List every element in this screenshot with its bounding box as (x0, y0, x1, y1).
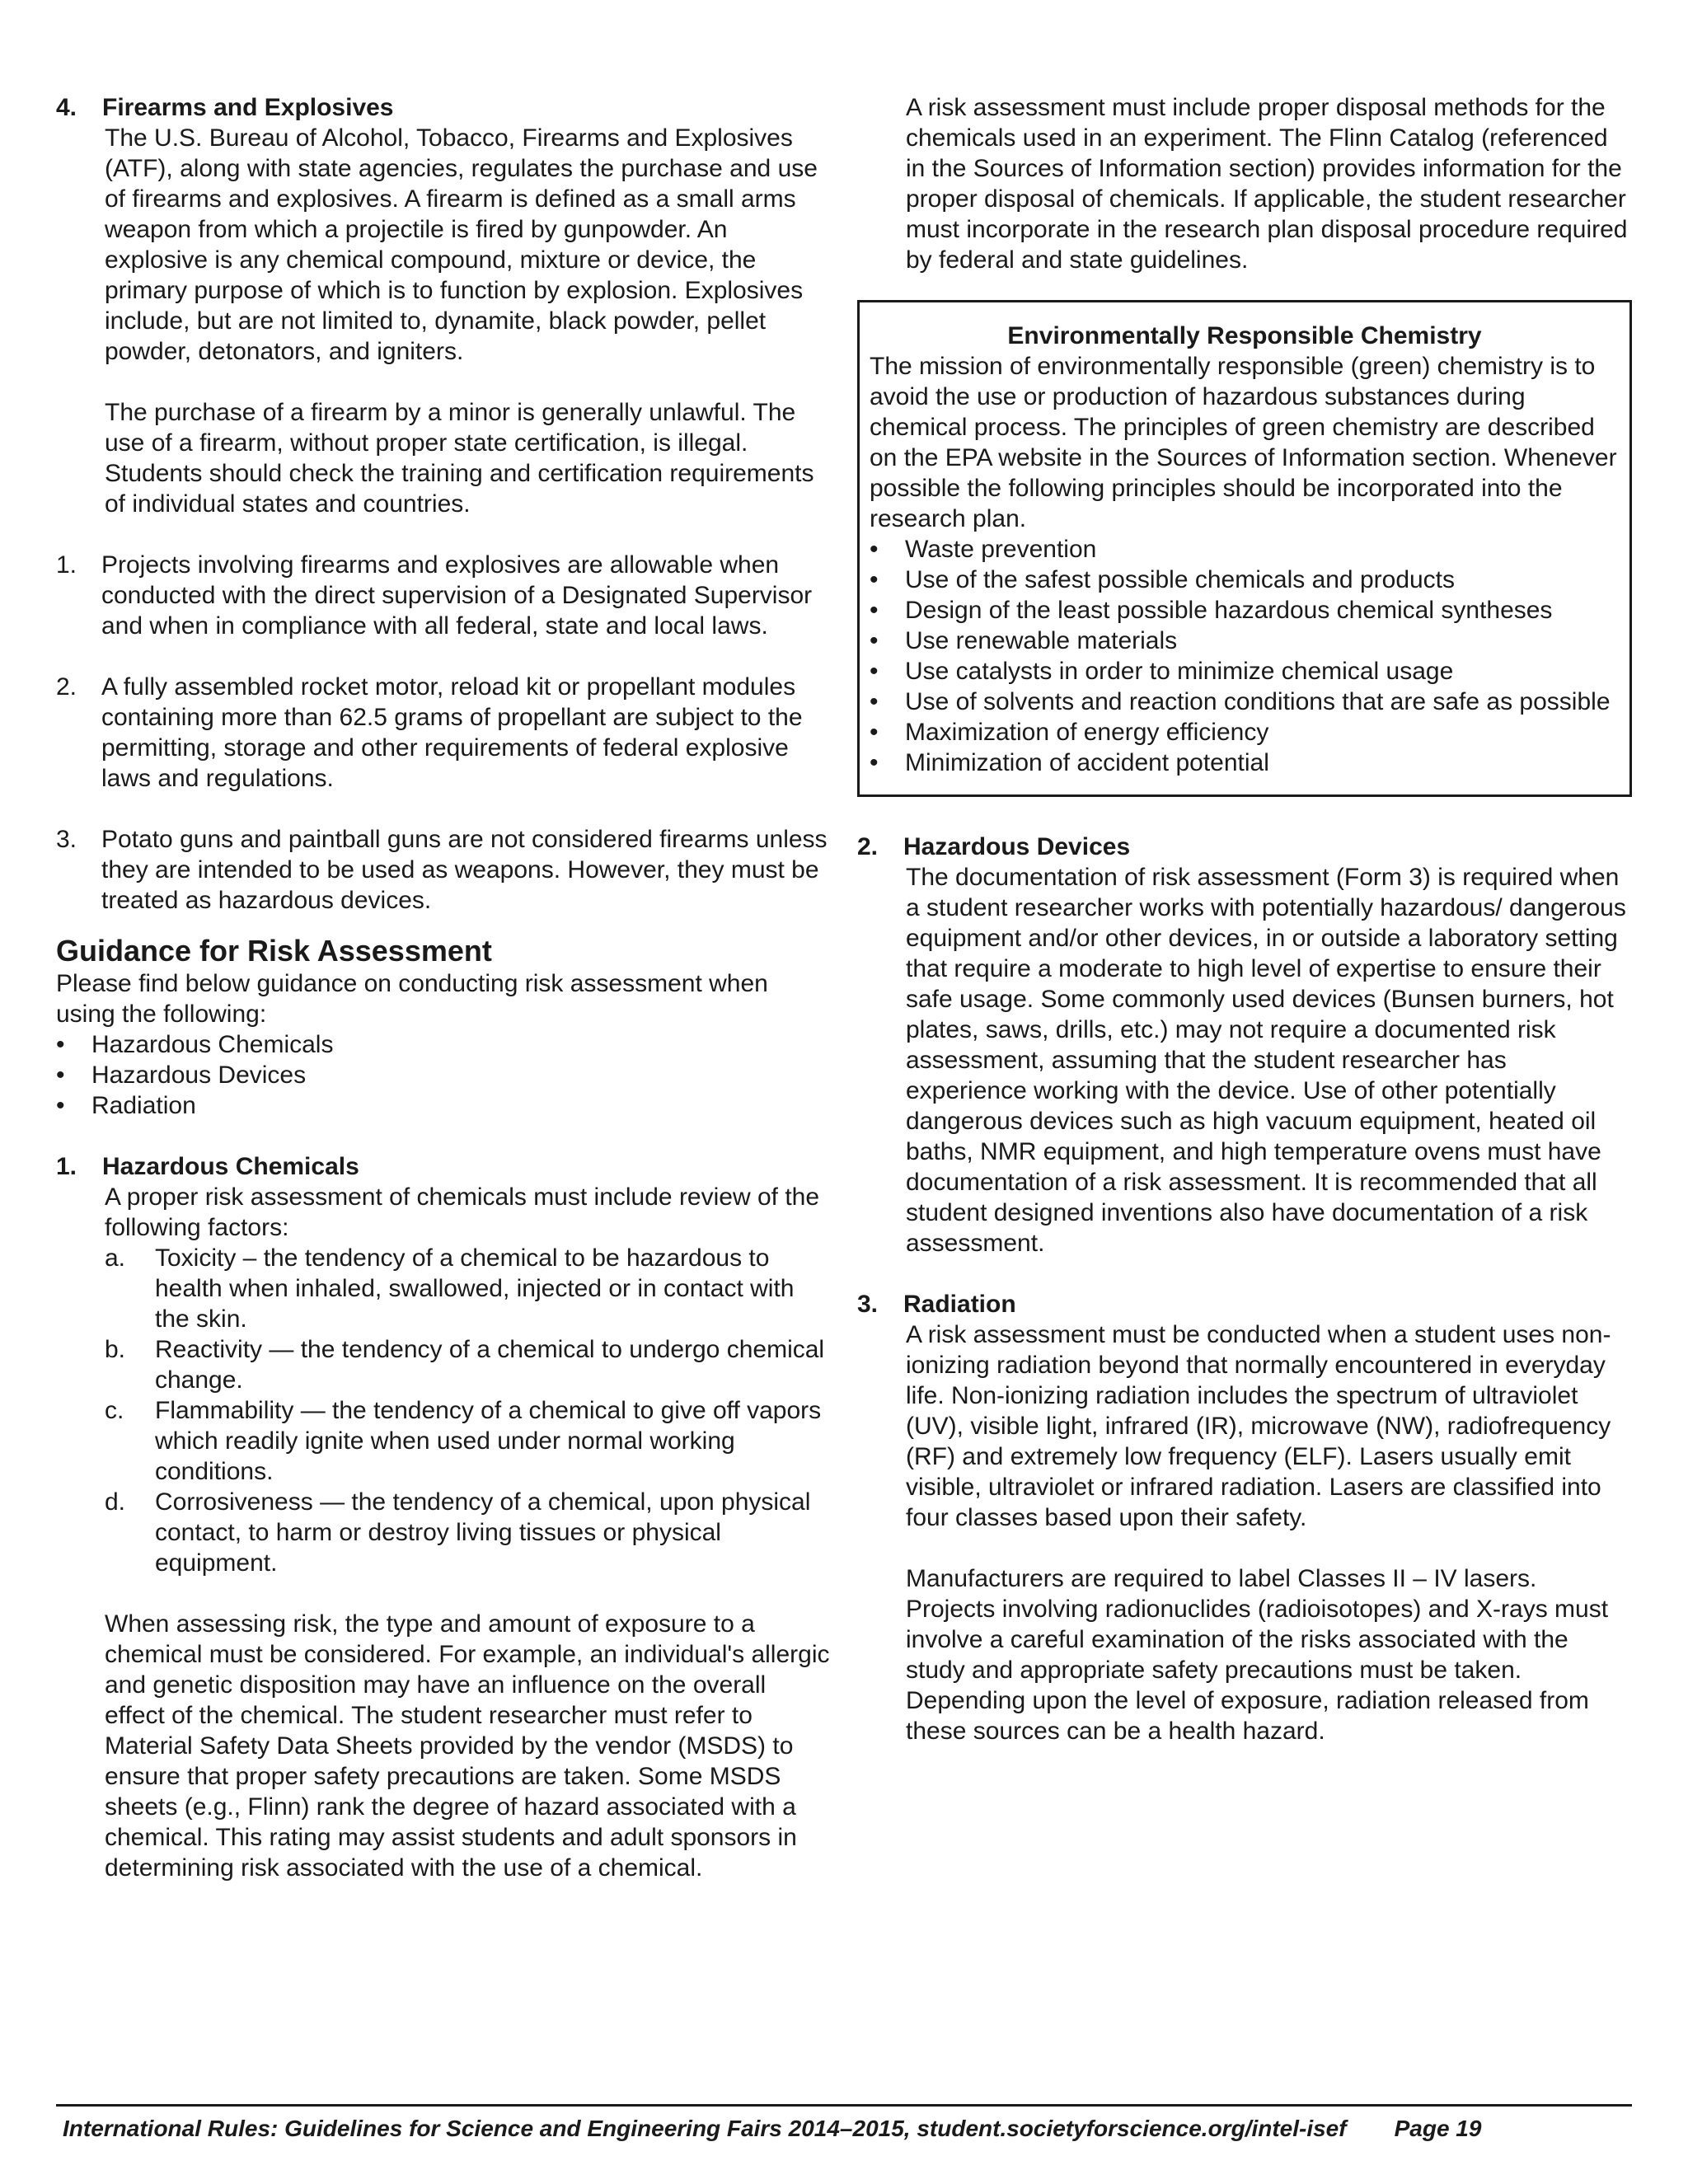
section-heading (857, 832, 1632, 862)
paragraph: A risk assessment must be conducted when a student uses non-ionizing radiation beyond that normally encountered in everyday life. Non-ionizing radiation includes the spectrum of ultraviolet (UV), visible light, infrared (IR), microwave (NW), radiofrequency (RF) and extremely low frequency (ELF). Lasers usually emit visible, ultraviolet or infrared radiation. Lasers are classified into four classes based upon their safety. (906, 1321, 1611, 1531)
paragraph: Manufacturers are required to label Classes II – IV lasers. Projects involving radionuclides (radioisotopes) and X-rays must involve a careful examination of the risks associated with the study and appropriate safety precautions must be taken. Depending upon the level of exposure, radiation released from these sources can be a health hazard. (906, 1565, 1609, 1745)
list-item: • Maximization of energy efficiency (870, 719, 1269, 746)
list-item: • Waste prevention (870, 536, 1097, 563)
paragraph: The U.S. Bureau of Alcohol, Tobacco, Firearms and Explosives (ATF), along with state agencies, regulates the purchase and use of firearms and explosives. A firearm is defined as a small arms weapon from which a projectile is fired by gunpowder. An explosive is any chemical compound, mixture or device, the primary purpose of which is to function by explosion. Explosives include, but are not limited to, dynamite, black powder, pellet powder, detonators, and igniters. (105, 124, 818, 365)
box-title: Environmentally Responsible Chemistry (1007, 322, 1482, 349)
guidance-intro: Please find below guidance on conducting risk assessment when using the following: (56, 970, 768, 1028)
factor-item: d. Corrosiveness — the tendency of a chemical, upon physical contact, to harm or destroy living tissues or physical equipment. (105, 1488, 811, 1577)
rule-number: 2. (56, 673, 77, 701)
guidance-heading: Guidance for Risk Assessment (56, 934, 492, 968)
list-item: • Minimization of accident potential (870, 749, 1269, 776)
section-title: Hazardous Chemicals (102, 1153, 359, 1180)
list-item: • Use catalysts in order to minimize chemical usage (870, 658, 1454, 685)
factor-item: c. Flammability — the tendency of a chemical to give off vapors which readily ignite when used under normal working conditions. (105, 1397, 822, 1485)
disposal-paragraph: A risk assessment must include proper disposal methods for the chemicals used in an experiment. The Flinn Catalog (referenced in the Sources of Information section) provides information for the proper disposal of chemicals. If applicable, the student researcher must incorporate in the research plan disposal procedure required by federal and state guidelines. (906, 94, 1628, 274)
list-item: • Design of the least possible hazardous chemical syntheses (870, 597, 1553, 624)
section-hazardous-devices (857, 832, 1632, 1258)
section-title: Firearms and Explosives (102, 94, 394, 121)
section-number: 4. (56, 94, 77, 121)
rule-text: Potato guns and paintball guns are not considered firearms unless they are intended to be used as weapons. However, they must be treated as hazardous devices. (101, 826, 828, 914)
page-number: Page 19 (1394, 2116, 1482, 2141)
paragraph: The documentation of risk assessment (Form 3) is required when a student researcher works with potentially hazardous/ dangerous equipment and/or other devices, in or outside a laboratory setting that require a moderate to high level of expertise to ensure their safe usage. Some commonly used devices (Bunsen burners, hot plates, saws, drills, etc.) may not require a documented risk assessment, assuming that the student researcher has experience working with the device. Use of other potentially dangerous devices such as high vacuum equipment, heated oil baths, NMR equipment, and high temperature ovens must have documentation of a risk assessment. It is recommended that all student designed inventions also have documentation of a risk assessment. (906, 864, 1626, 1257)
list-item: • Radiation (56, 1092, 196, 1119)
paragraph: When assessing risk, the type and amount of exposure to a chemical must be considered. For example, an individual's allergic and genetic disposition may have an influence on the overall effect of the chemical. The student researcher must refer to Material Safety Data Sheets provided by the vendor (MSDS) to ensure that proper safety precautions are taken. Some MSDS sheets (e.g., Flinn) rank the degree of hazard associated with a chemical. This rating may assist students and adult sponsors in determining risk associated with the use of a chemical. (105, 1610, 830, 1882)
paragraph: A proper risk assessment of chemicals must include review of the following factors: (105, 1183, 820, 1241)
left-column (56, 92, 831, 1883)
box-intro: The mission of environmentally responsible (green) chemistry is to avoid the use or production of hazardous substances during chemical process. The principles of green chemistry are described on the EPA website in the Sources of Information section. Whenever possible the following principles should be incorporated into the research plan. (870, 353, 1617, 532)
list-item: • Hazardous Chemicals (56, 1031, 334, 1058)
rule-item (56, 824, 831, 916)
right-column (857, 92, 1632, 1746)
factor-item: b. Reactivity — the tendency of a chemical to undergo chemical change. (105, 1336, 825, 1394)
page-footer (63, 2114, 1481, 2144)
section-firearms (56, 92, 831, 519)
list-item: • Use renewable materials (870, 627, 1178, 654)
rule-number: 1. (56, 551, 77, 579)
rule-text: Projects involving firearms and explosives are allowable when conducted with the direct supervision of a Designated Supervisor and when in compliance with all federal, state and local laws. (101, 551, 813, 640)
section-heading (857, 1289, 1632, 1319)
section-title: Radiation (903, 1291, 1016, 1318)
rule-item (56, 550, 831, 641)
green-chemistry-box (857, 300, 1632, 797)
section-number: 2. (857, 833, 879, 860)
section-heading (56, 1151, 831, 1182)
section-radiation (857, 1289, 1632, 1746)
section-number: 3. (857, 1291, 879, 1318)
section-hazardous-chemicals (56, 1151, 831, 1883)
footer-text: International Rules: Guidelines for Science and Engineering Fairs 2014–2015, student.societyforscience.org/intel-isef (63, 2116, 1347, 2141)
list-item: • Use of the safest possible chemicals and products (870, 566, 1456, 593)
footer-rule (56, 2104, 1632, 2107)
rule-number: 3. (56, 826, 77, 853)
section-title: Hazardous Devices (903, 833, 1131, 860)
list-item: • Use of solvents and reaction conditions that are safe as possible (870, 688, 1611, 715)
rule-item (56, 672, 831, 794)
section-heading (56, 92, 831, 123)
paragraph: The purchase of a firearm by a minor is generally unlawful. The use of a firearm, without proper state certification, is illegal. Students should check the training and certification requirements of individual states and countries. (105, 399, 814, 518)
factor-item: a. Toxicity – the tendency of a chemical to be hazardous to health when inhaled, swallowed, injected or in contact with the skin. (105, 1244, 795, 1333)
rule-text: A fully assembled rocket motor, reload kit or propellant modules containing more than 62.5 grams of propellant are subject to the permitting, storage and other requirements of federal explosive laws and regulations. (101, 673, 803, 792)
list-item: • Hazardous Devices (56, 1062, 307, 1089)
section-number: 1. (56, 1153, 77, 1180)
